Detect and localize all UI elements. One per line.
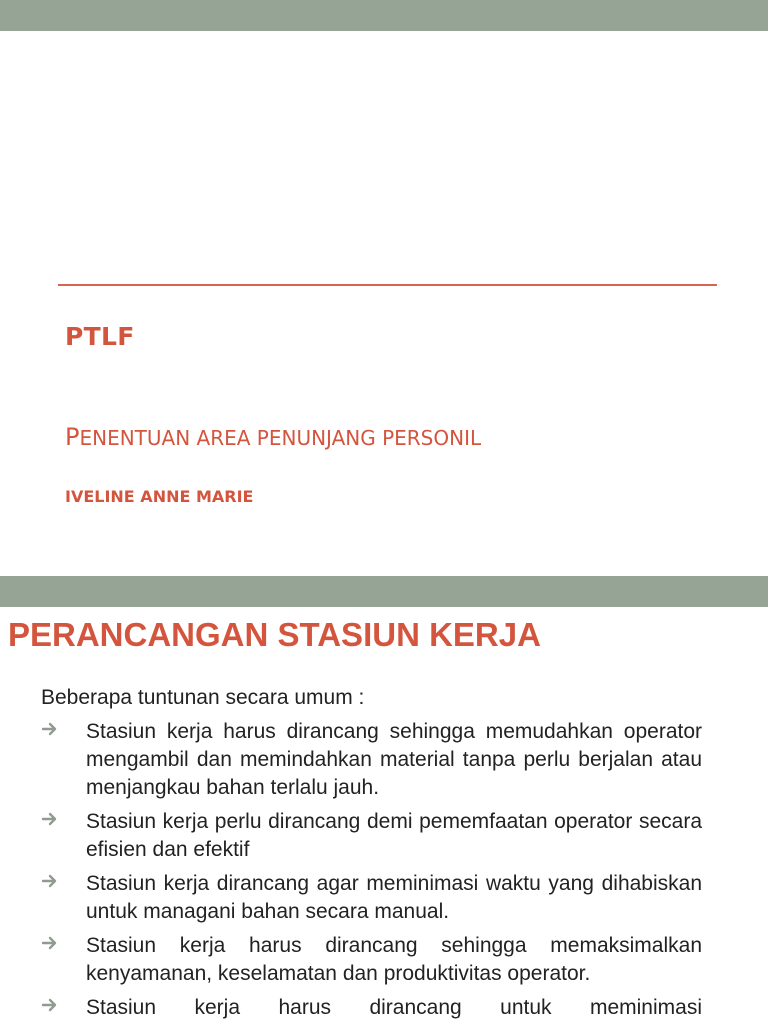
title-divider-line	[58, 284, 717, 286]
slide1-title: PTLF	[65, 322, 135, 351]
slide2-header-bar	[0, 576, 768, 607]
slide2-title: PERANCANGAN STASIUN KERJA	[8, 616, 541, 653]
list-item	[41, 718, 702, 802]
list-item	[41, 994, 702, 1022]
list-item-text: Stasiun kerja dirancang agar meminimasi waktu yang dihabiskan untuk managani bahan secara manual.	[86, 872, 702, 923]
slide1-subtitle-initial: P	[65, 423, 80, 451]
list-item-text: Stasiun kerja perlu dirancang demi pememfaatan operator secara efisien dan efektif	[86, 810, 702, 861]
list-item-text: Stasiun kerja harus dirancang sehingga memudahkan operator mengambil dan memindahkan material tanpa perlu berjalan atau menjangkau bahan terlalu jauh.	[86, 720, 702, 799]
list-item	[41, 870, 702, 926]
arrow-right-icon	[41, 871, 61, 891]
arrow-right-icon	[41, 995, 61, 1015]
arrow-right-icon	[41, 933, 61, 953]
bullet-list	[41, 718, 702, 1024]
top-header-bar	[0, 0, 768, 31]
arrow-right-icon	[41, 719, 61, 739]
slide1-subtitle	[65, 423, 481, 451]
list-item	[41, 808, 702, 864]
slide1-author: IVELINE ANNE MARIE	[65, 487, 254, 506]
arrow-right-icon	[41, 809, 61, 829]
list-item-text: Stasiun kerja harus dirancang sehingga memaksimalkan kenyamanan, keselamatan dan produktivitas operator.	[86, 934, 702, 985]
list-item-text: Stasiun kerja harus dirancang untuk meminimasi	[86, 996, 702, 1019]
slide1-subtitle-rest: ENENTUAN AREA PENUNJANG PERSONIL	[79, 426, 482, 450]
slide2-intro: Beberapa tuntunan secara umum :	[41, 686, 365, 709]
list-item	[41, 932, 702, 988]
